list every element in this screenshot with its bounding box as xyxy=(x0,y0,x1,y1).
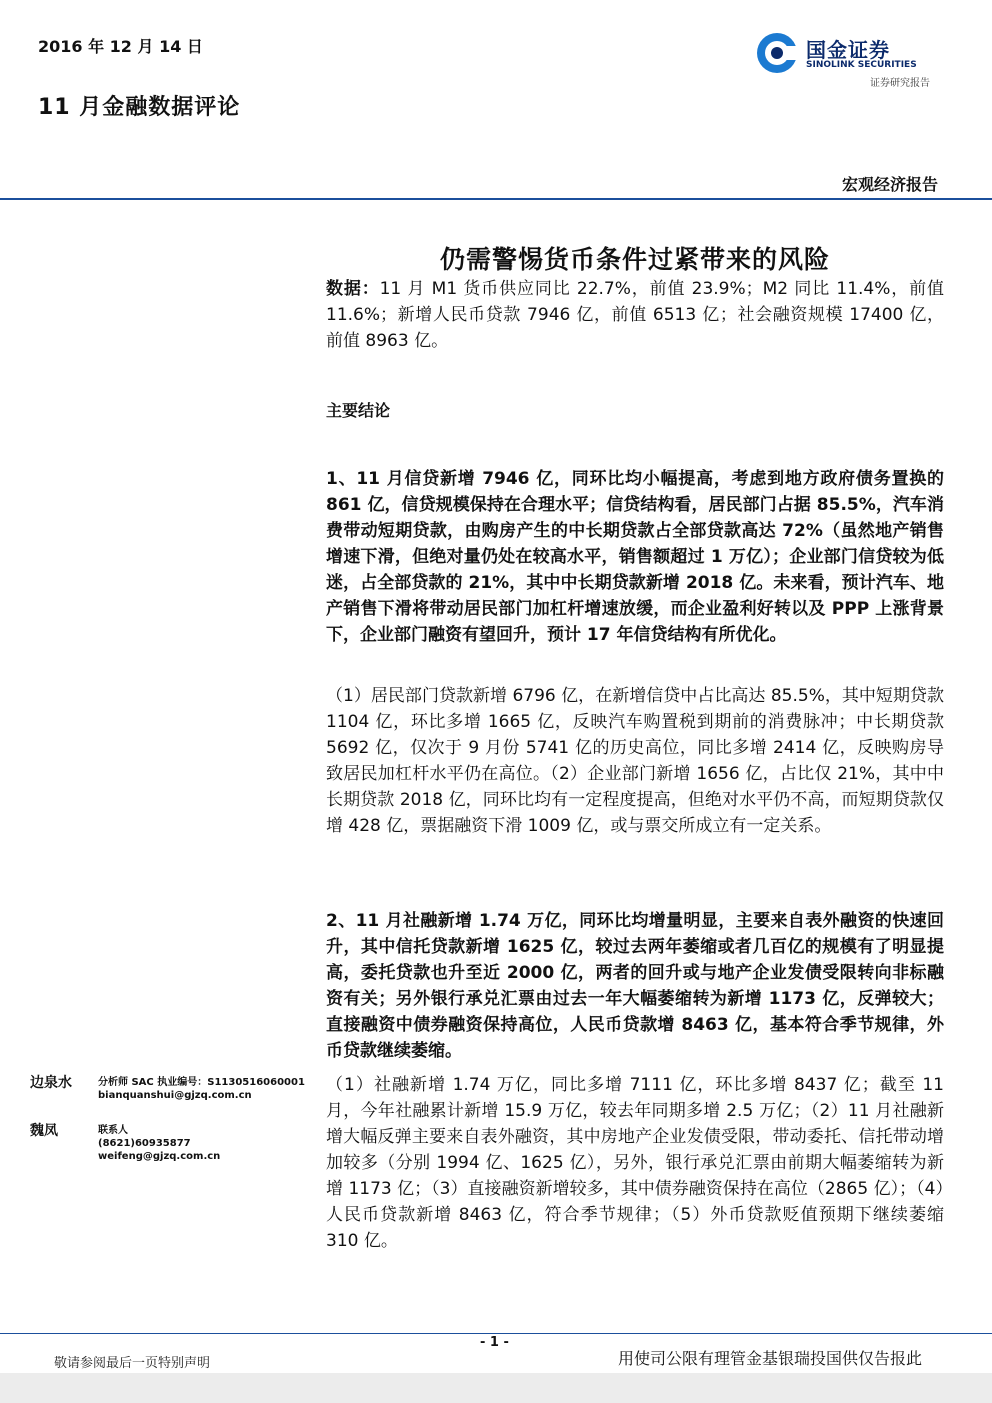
contact-email: weifeng@gjzq.com.cn xyxy=(98,1151,221,1162)
analyst-sac-number: 分析师 SAC 执业编号：S1130516060001 xyxy=(98,1077,305,1088)
conclusion-1-detail: （1）居民部门贷款新增 6796 亿，在新增信贷中占比高达 85.5%，其中短期贷款 1104 亿，环比多增 1665 亿，反映汽车购置税到期前的消费脉冲；中长期贷款 5692 亿，仅次于 9 月份 5741 亿的历史高位，同比多增 2414 亿，反映购房导致居民加杠杆水平仍在高位。（2）企业部门新增 1656 亿，占比仅 21%，其中中长期贷款 2018 亿，同环比均有一定程度提高，但绝对水平仍不高，而短期贷款仅增 428 亿，票据融资下滑 1009 亿，或与票交所成立有一定关系。 xyxy=(326,686,944,836)
conclusion-1-summary: 1、11 月信贷新增 7946 亿，同环比均小幅提高，考虑到地方政府债务置换的 861 亿，信贷规模保持在合理水平；信贷结构看，居民部门占据 85.5%，汽车消费带动短期贷款，由购房产生的中长期贷款占全部贷款高达 72%（虽然地产销售增速下滑，但绝对量仍处在较高水平，销售额超过 1 万亿）；企业部门信贷较为低迷，占全部贷款的 21%，其中中长期贷款新增 2018 亿。未来看，预计汽车、地产销售下滑将带动居民部门加杠杆增速放缓，而企业盈利好转以及 PPP 上涨背景下，企业部门融资有望回升，预计 17 年信贷结构有所优化。 xyxy=(326,469,944,645)
sinolink-logo-icon xyxy=(756,32,798,74)
report-date: 2016 年 12 月 14 日 xyxy=(38,37,203,56)
contact-phone: (8621)60935877 xyxy=(98,1138,191,1149)
analyst-contact xyxy=(98,1076,305,1102)
company-logo xyxy=(756,30,956,90)
logo-subtitle: 证券研究报告 xyxy=(870,78,930,89)
watermark-band xyxy=(0,1373,992,1403)
conclusion-2-detail: （1）社融新增 1.74 万亿，同比多增 7111 亿，环比多增 8437 亿；截至 11 月，今年社融累计新增 15.9 万亿，较去年同期多增 2.5 万亿；（2）11 月社融新增大幅反弹主要来自表外融资，其中房地产企业发债受限，带动委托、信托带动增加较多（分别 1994 亿、1625 亿），另外，银行承兑汇票由前期大幅萎缩转为新增 1173 亿；（3）直接融资新增较多，其中债券融资保持在高位（2865 亿）；（4）人民币贷款新增 8463 亿，符合季节规律；（5）外币贷款贬值预期下继续萎缩 310 亿。 xyxy=(326,1075,944,1251)
contact-info xyxy=(98,1124,220,1163)
data-summary xyxy=(326,276,944,354)
data-label: 数据： xyxy=(326,279,380,299)
contact-name: 魏凤 xyxy=(30,1123,58,1139)
logo-name-cn: 国金证券 xyxy=(806,38,890,62)
report-title: 仍需警惕货币条件过紧带来的风险 xyxy=(439,245,830,274)
disclaimer-note: 敬请参阅最后一页特别声明 xyxy=(54,1356,211,1371)
conclusion-heading: 主要结论 xyxy=(326,401,391,420)
page-number: - 1 - xyxy=(480,1335,509,1350)
series-title: 11 月金融数据评论 xyxy=(38,95,241,120)
contact-role: 联系人 xyxy=(98,1125,128,1136)
analyst-name: 边泉水 xyxy=(30,1075,72,1091)
report-type: 宏观经济报告 xyxy=(841,175,938,194)
footer-divider xyxy=(0,1333,992,1334)
analyst-email: bianquanshui@gjzq.com.cn xyxy=(98,1090,252,1101)
header-divider xyxy=(0,198,992,200)
conclusion-2-summary: 2、11 月社融新增 1.74 万亿，同环比均增量明显，主要来自表外融资的快速回升，其中信托贷款新增 1625 亿，较过去两年萎缩或者几百亿的规模有了明显提高，委托贷款也升至近 2000 亿，两者的回升或与地产企业发债受限转向非标融资有关；另外银行承兑汇票由过去一年大幅萎缩转为新增 1173 亿，反弹较大；直接融资中债券融资保持高位，人民币贷款增 8463 亿，基本符合季节规律，外币贷款继续萎缩。 xyxy=(326,911,944,1061)
data-text: 11 月 M1 货币供应同比 22.7%，前值 23.9%；M2 同比 11.4%，前值 11.6%；新增人民币贷款 7946 亿，前值 6513 亿；社会融资规模 17400 亿，前值 8963 亿。 xyxy=(326,279,944,351)
logo-name-en: SINOLINK SECURITIES xyxy=(806,60,917,70)
footer-right-text: 用使司公限有理管金基银瑞投国供仅告报此 xyxy=(618,1349,923,1368)
